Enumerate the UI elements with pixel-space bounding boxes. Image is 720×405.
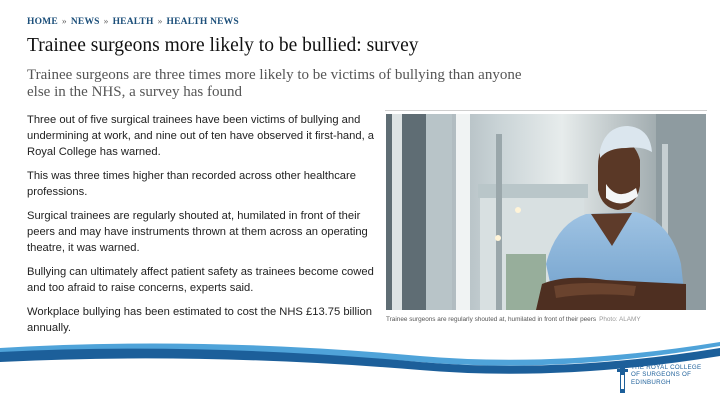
photo-credit: Photo: ALAMY [599, 316, 641, 323]
college-logo-line: THE ROYAL COLLEGE [631, 364, 702, 371]
article-paragraph: Workplace bullying has been estimated to cost the NHS £13.75 billion annually. [27, 306, 372, 334]
article-headline: Trainee surgeons more likely to be bullied: survey [27, 35, 419, 56]
college-logo-line: OF SURGEONS OF [631, 371, 692, 379]
footer-wave-decoration [0, 322, 720, 382]
article-paragraph: Bullying can ultimately affect patient safety as trainees become cowed and too afraid to raise concerns, experts said. [27, 266, 374, 294]
breadcrumb-separator: » [103, 17, 109, 27]
college-crest-icon [617, 363, 628, 393]
breadcrumb-health-link[interactable]: HEALTH [112, 17, 154, 27]
college-logo [617, 361, 717, 397]
article-paragraph: Three out of five surgical trainees have been victims of bullying and undermining at work, and nine out of ten have observed it first-hand, a Royal College has warned. [27, 114, 375, 158]
image-top-rule [385, 110, 707, 111]
photo-caption-text: Trainee surgeons are regularly shouted at, humilated in front of their peers [386, 316, 597, 323]
college-logo-text [631, 364, 701, 386]
article-paragraph: Surgical trainees are regularly shouted at, humilated in front of their peers and may have instruments thrown at them across an operating theatre, it was warned. [27, 210, 368, 254]
article-body [27, 112, 379, 344]
breadcrumb-health-news-link[interactable]: HEALTH NEWS [166, 17, 239, 27]
breadcrumb-home-link[interactable]: HOME [27, 17, 58, 27]
article-standfirst: Trainee surgeons are three times more likely to be victims of bullying than anyone else in the NHS, a survey has found [27, 67, 522, 100]
breadcrumb-separator: » [157, 17, 163, 27]
article-photo [386, 114, 706, 310]
article-paragraph: This was three times higher than recorded across other healthcare professions. [27, 170, 356, 198]
breadcrumb-news-link[interactable]: NEWS [70, 17, 100, 27]
college-logo-line: EDINBURGH [631, 378, 671, 386]
breadcrumb [27, 17, 239, 27]
breadcrumb-separator: » [61, 17, 67, 27]
